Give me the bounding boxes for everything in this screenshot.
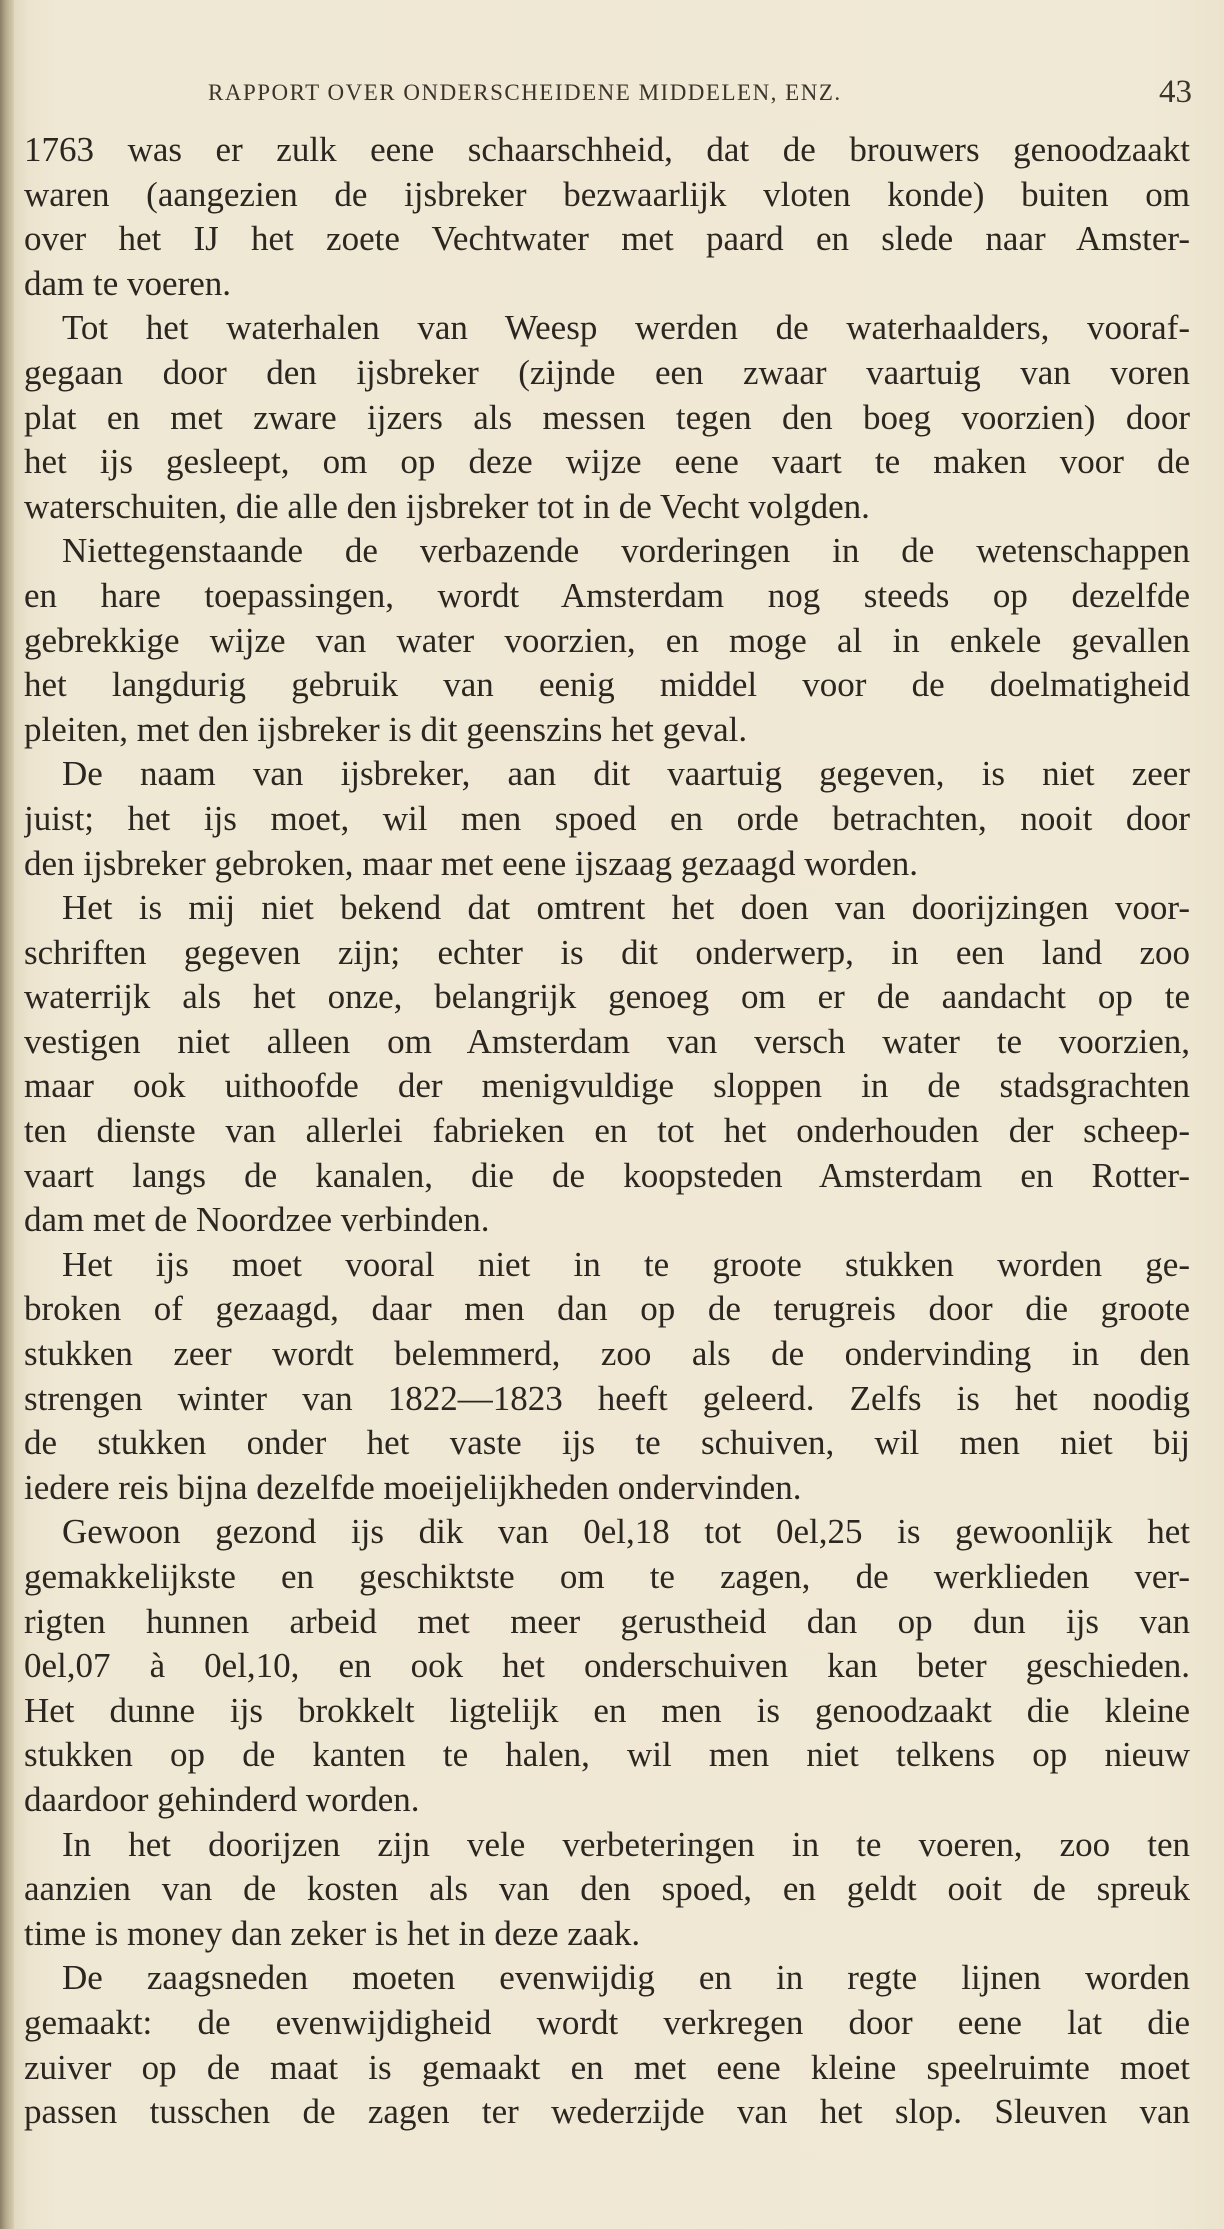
text-line: passen tusschen de zagen ter wederzijde van het slop. Sleuven van [24, 2092, 1190, 2132]
text-line: De zaagsneden moeten evenwijdig en in regte lijnen worden [62, 1958, 1190, 1998]
text-line: het langdurig gebruik van eenig middel voor de doelmatigheid [24, 665, 1190, 705]
text-line: over het IJ het zoete Vechtwater met paard en slede naar Amster- [24, 219, 1190, 259]
text-line: zuiver op de maat is gemaakt en met eene kleine speelruimte moet [24, 2047, 1190, 2087]
page-header [208, 74, 1192, 114]
text-line: pleiten, met den ijsbreker is dit geenszins het geval. [24, 709, 748, 749]
text-line: gegaan door den ijsbreker (zijnde een zwaar vaartuig van voren [24, 352, 1190, 392]
text-line: vestigen niet alleen om Amsterdam van versch water te voorzien, [24, 1021, 1190, 1061]
text-line: plat en met zware ijzers als messen tegen den boeg voorzien) door [24, 397, 1190, 437]
text-line: Niettegenstaande de verbazende vorderingen in de wetenschappen [62, 531, 1190, 571]
text-line: time is money dan zeker is het in deze zaak. [24, 1913, 641, 1953]
text-line: In het doorijzen zijn vele verbeteringen in te voeren, zoo ten [62, 1824, 1190, 1864]
text-line: den ijsbreker gebroken, maar met eene ijszaag gezaagd worden. [24, 843, 919, 883]
text-line: Gewoon gezond ijs dik van 0el,18 tot 0el,25 is gewoonlijk het [62, 1512, 1190, 1552]
text-line: het ijs gesleept, om op deze wijze eene vaart te maken voor de [24, 442, 1190, 482]
text-line: waterschuiten, die alle den ijsbreker tot in de Vecht volgden. [24, 486, 870, 526]
text-line: en hare toepassingen, wordt Amsterdam nog steeds op dezelfde [24, 575, 1190, 615]
text-line: 1763 was er zulk eene schaarschheid, dat de brouwers genoodzaakt [24, 130, 1190, 169]
text-line: iedere reis bijna dezelfde moeijelijkheden ondervinden. [24, 1467, 802, 1507]
text-line: 0el,07 à 0el,10, en ook het onderschuiven kan beter geschieden. [24, 1646, 1190, 1686]
text-line: maar ook uithoofde der menigvuldige sloppen in de stadsgrachten [24, 1066, 1190, 1106]
text-line: strengen winter van 1822—1823 heeft geleerd. Zelfs is het noodig [24, 1378, 1190, 1418]
text-line: de stukken onder het vaste ijs te schuiven, wil men niet bij [24, 1423, 1190, 1463]
page-number: 43 [1159, 74, 1192, 110]
text-line: broken of gezaagd, daar men dan op de terugreis door die groote [24, 1289, 1190, 1329]
text-line: Het is mij niet bekend dat omtrent het doen van doorijzingen voor- [62, 888, 1190, 928]
text-line: Het dunne ijs brokkelt ligtelijk en men is genoodzaakt die kleine [24, 1690, 1190, 1730]
text-line: dam te voeren. [24, 263, 231, 303]
text-line: stukken op de kanten te halen, wil men niet telkens op nieuw [24, 1735, 1190, 1775]
text-line: waren (aangezien de ijsbreker bezwaarlijk vloten konde) buiten om [24, 174, 1190, 214]
text-line: ten dienste van allerlei fabrieken en tot het onderhouden der scheep- [24, 1111, 1190, 1151]
text-line: waterrijk als het onze, belangrijk genoeg om er de aandacht op te [24, 977, 1190, 1017]
text-line: stukken zeer wordt belemmerd, zoo als de ondervinding in den [24, 1334, 1190, 1374]
binding-gutter [0, 0, 14, 2229]
text-line: gemakkelijkste en geschiktste om te zagen, de werklieden ver- [24, 1557, 1190, 1596]
text-line: gemaakt: de evenwijdigheid wordt verkregen door eene lat die [24, 2002, 1190, 2042]
text-line: daardoor gehinderd worden. [24, 1779, 420, 1819]
text-line: juist; het ijs moet, wil men spoed en orde betrachten, nooit door [24, 798, 1190, 838]
text-line: gebrekkige wijze van water voorzien, en moge al in enkele gevallen [24, 620, 1190, 660]
text-line: aanzien van de kosten als van den spoed, en geldt ooit de spreuk [24, 1869, 1190, 1909]
text-line: vaart langs de kanalen, die de koopsteden Amsterdam en Rotter- [24, 1155, 1190, 1195]
text-line: dam met de Noordzee verbinden. [24, 1200, 490, 1240]
text-line: schriften gegeven zijn; echter is dit onderwerp, in een land zoo [24, 932, 1190, 972]
text-line: Het ijs moet vooral niet in te groote stukken worden ge- [62, 1244, 1190, 1284]
body-text [24, 128, 1190, 2135]
text-line: Tot het waterhalen van Weesp werden de waterhaalders, vooraf- [62, 308, 1190, 348]
running-title: RAPPORT OVER ONDERSCHEIDENE MIDDELEN, ENZ. [208, 80, 842, 105]
text-line: De naam van ijsbreker, aan dit vaartuig gegeven, is niet zeer [62, 754, 1190, 794]
text-line: rigten hunnen arbeid met meer gerustheid dan op dun ijs van [24, 1601, 1190, 1641]
